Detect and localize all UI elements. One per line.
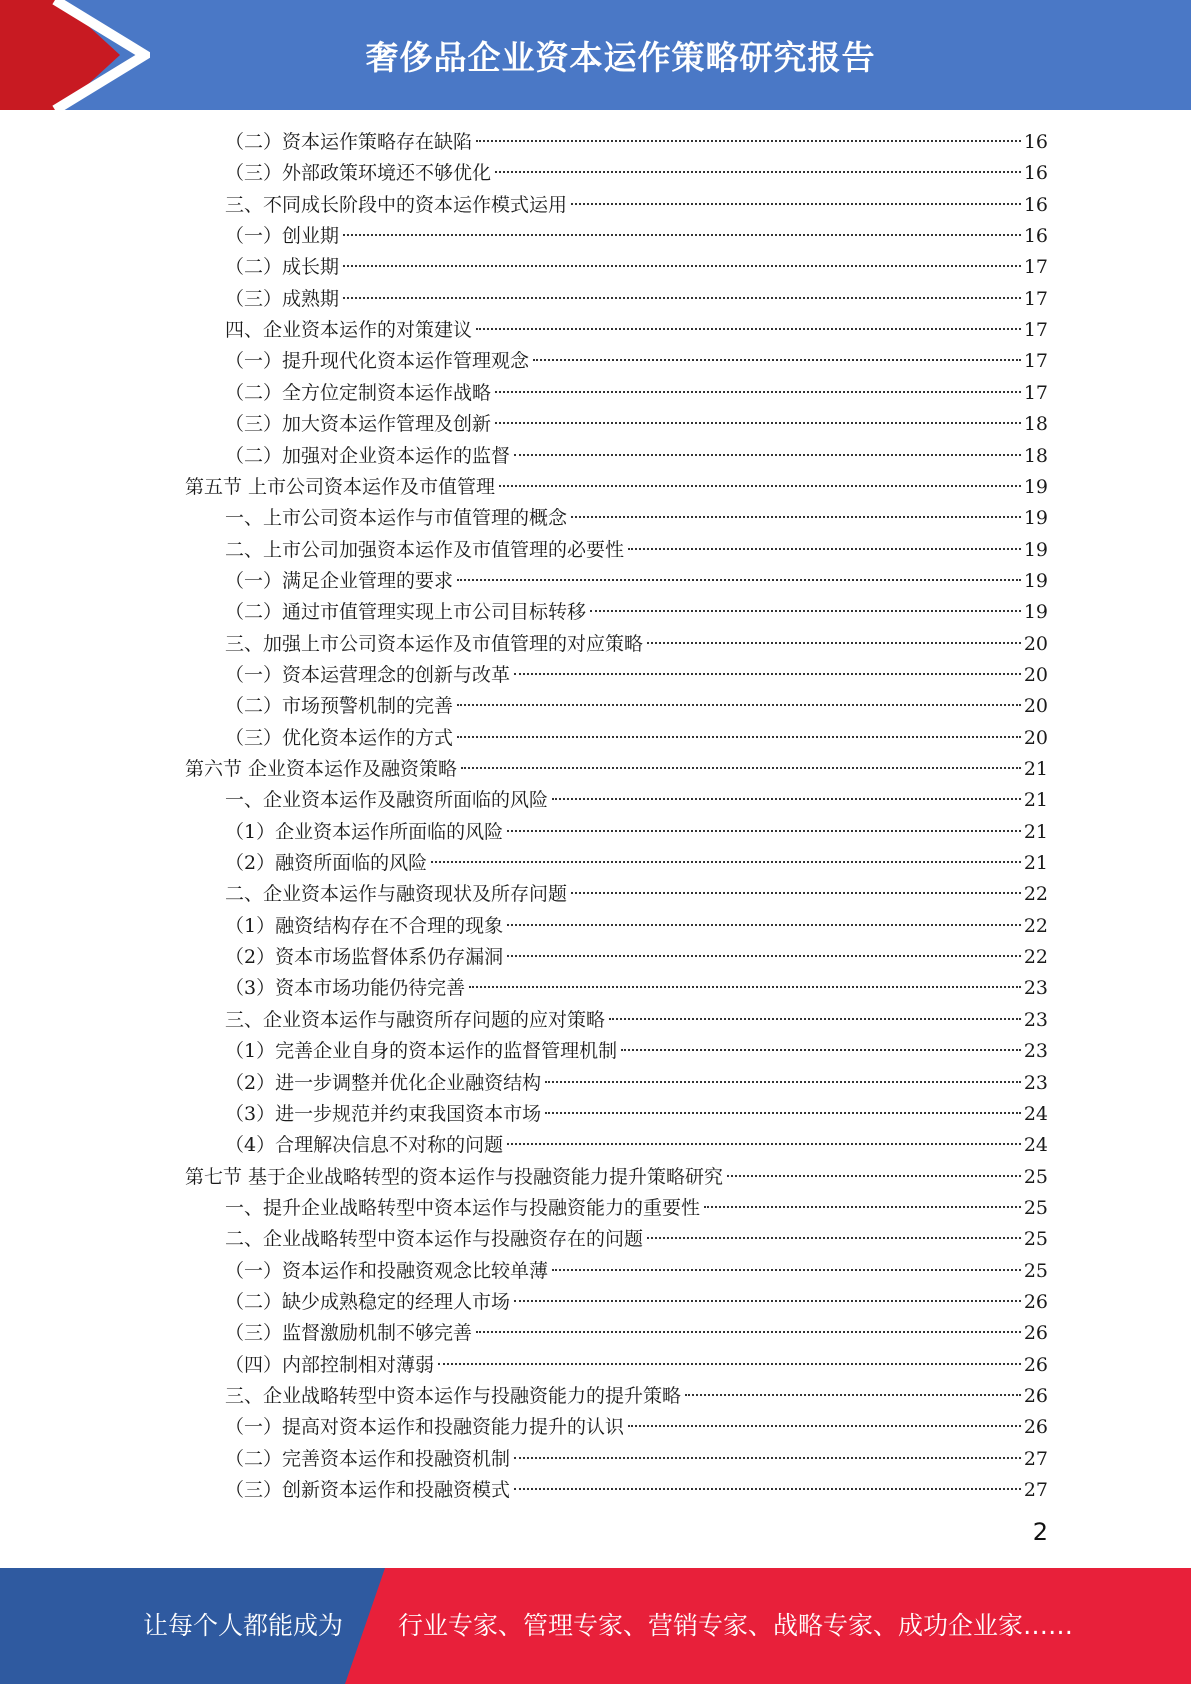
toc-entry[interactable] (225, 1475, 1048, 1506)
toc-entry-title: （二）全方位定制资本运作战略 (225, 381, 492, 404)
toc-dot-leader (457, 736, 1021, 738)
toc-entry-title: 三、不同成长阶段中的资本运作模式运用 (225, 193, 568, 216)
toc-entry-title: 四、企业资本运作的对策建议 (225, 319, 473, 342)
toc-dot-leader (533, 359, 1021, 361)
toc-entry-page: 18 (1023, 413, 1048, 436)
toc-entry-page: 25 (1023, 1196, 1048, 1219)
toc-entry-page: 21 (1023, 758, 1048, 780)
toc-dot-leader (545, 1081, 1021, 1083)
toc-entry-title: （2）进一步调整并优化企业融资结构 (225, 1071, 542, 1094)
toc-dot-leader (507, 955, 1021, 957)
toc-entry[interactable] (225, 1287, 1048, 1318)
toc-entry[interactable] (225, 785, 1048, 816)
toc-dot-leader (552, 798, 1021, 800)
toc-entry-title: 一、企业资本运作及融资所面临的风险 (225, 789, 549, 812)
toc-entry[interactable] (225, 441, 1048, 472)
toc-entry-page: 27 (1023, 1447, 1048, 1470)
toc-entry-title: （1）企业资本运作所面临的风险 (225, 820, 504, 843)
toc-dot-leader (514, 454, 1021, 456)
toc-dot-leader (685, 1394, 1021, 1396)
toc-entry-page: 19 (1023, 475, 1048, 498)
page-number: 2 (1032, 1518, 1048, 1546)
page-footer (0, 1568, 1191, 1684)
toc-entry-page: 26 (1023, 1290, 1048, 1313)
toc-entry-title: 三、加强上市公司资本运作及市值管理的对应策略 (225, 632, 644, 655)
toc-entry-title: （1）完善企业自身的资本运作的监督管理机制 (225, 1040, 618, 1063)
toc-entry-page: 18 (1023, 444, 1048, 467)
toc-entry[interactable] (185, 472, 1048, 503)
toc-entry[interactable] (225, 127, 1048, 158)
toc-entry-title: （3）资本市场功能仍待完善 (225, 977, 466, 1000)
toc-entry-page: 26 (1023, 1322, 1048, 1345)
toc-dot-leader (495, 171, 1021, 173)
toc-entry[interactable] (185, 1162, 1048, 1193)
toc-dot-leader (495, 391, 1021, 393)
toc-entry-title: （三）监督激励机制不够完善 (225, 1322, 473, 1345)
toc-entry[interactable] (225, 1193, 1048, 1224)
toc-entry-page: 20 (1023, 663, 1048, 686)
toc-entry[interactable] (225, 409, 1048, 440)
toc-entry[interactable] (225, 1005, 1048, 1036)
toc-entry[interactable] (225, 1350, 1048, 1381)
toc-entry[interactable] (225, 879, 1048, 910)
toc-entry-title: （一）资本运作和投融资观念比较单薄 (225, 1259, 549, 1282)
toc-entry-title: （二）市场预警机制的完善 (225, 695, 454, 718)
toc-entry-title: 第五节 上市公司资本运作及市值管理 (185, 475, 496, 498)
toc-entry-page: 20 (1023, 632, 1048, 655)
toc-entry-title: 第六节 企业资本运作及融资策略 (185, 758, 458, 780)
toc-entry-page: 16 (1023, 193, 1048, 216)
toc-entry-page: 20 (1023, 726, 1048, 749)
toc-entry-page: 23 (1023, 1008, 1048, 1031)
toc-dot-leader (514, 1488, 1021, 1490)
toc-entry-page: 22 (1023, 883, 1048, 906)
toc-entry[interactable] (225, 1099, 1048, 1130)
page-header (0, 0, 1191, 110)
toc-entry-title: （二）通过市值管理实现上市公司目标转移 (225, 601, 587, 624)
toc-entry[interactable] (225, 252, 1048, 283)
toc-entry[interactable] (225, 723, 1048, 754)
toc-entry-page: 19 (1023, 569, 1048, 592)
toc-entry-title: 一、提升企业战略转型中资本运作与投融资能力的重要性 (225, 1196, 701, 1219)
toc-entry-title: （1）融资结构存在不合理的现象 (225, 914, 504, 937)
toc-entry[interactable] (225, 1068, 1048, 1099)
toc-entry-page: 25 (1023, 1259, 1048, 1282)
toc-entry[interactable] (225, 1130, 1048, 1161)
toc-dot-leader (343, 297, 1021, 299)
toc-entry-title: （一）满足企业管理的要求 (225, 569, 454, 592)
toc-entry-page: 24 (1023, 1102, 1048, 1125)
toc-entry-page: 25 (1023, 1165, 1048, 1188)
toc-entry[interactable] (225, 346, 1048, 377)
toc-entry[interactable] (225, 284, 1048, 315)
toc-entry[interactable] (225, 315, 1048, 346)
toc-dot-leader (590, 610, 1021, 612)
toc-entry-page: 17 (1023, 381, 1048, 404)
toc-dot-leader (431, 861, 1021, 863)
toc-dot-leader (628, 548, 1021, 550)
toc-dot-leader (514, 673, 1021, 675)
footer-slogan-right: 行业专家、管理专家、营销专家、战略专家、成功企业家…… (398, 1611, 1074, 1640)
toc-entry-page: 23 (1023, 977, 1048, 1000)
toc-dot-leader (461, 767, 1021, 769)
toc-entry[interactable] (225, 535, 1048, 566)
toc-dot-leader (495, 422, 1021, 424)
toc-entry-title: （二）加强对企业资本运作的监督 (225, 444, 511, 467)
toc-dot-leader (499, 485, 1021, 487)
toc-entry[interactable] (225, 1412, 1048, 1443)
toc-entry-title: （一）资本运营理念的创新与改革 (225, 663, 511, 686)
toc-dot-leader (727, 1175, 1021, 1177)
toc-entry-page: 26 (1023, 1385, 1048, 1407)
toc-entry[interactable] (225, 190, 1048, 221)
toc-dot-leader (514, 1457, 1021, 1459)
toc-entry-title: （三）创新资本运作和投融资模式 (225, 1479, 511, 1502)
toc-entry[interactable] (225, 597, 1048, 628)
toc-entry-page: 26 (1023, 1353, 1048, 1376)
toc-entry-title: （二）资本运作策略存在缺陷 (225, 131, 473, 153)
toc-entry-title: 二、上市公司加强资本运作及市值管理的必要性 (225, 538, 625, 561)
toc-entry-title: （三）加大资本运作管理及创新 (225, 413, 492, 436)
toc-entry[interactable] (225, 848, 1048, 879)
toc-entry-page: 24 (1023, 1134, 1048, 1157)
toc-entry-title: （2）融资所面临的风险 (225, 852, 428, 875)
toc-entry-page: 25 (1023, 1228, 1048, 1251)
toc-entry-page: 16 (1023, 225, 1048, 248)
toc-dot-leader (507, 830, 1021, 832)
toc-entry-title: （二）缺少成熟稳定的经理人市场 (225, 1290, 511, 1313)
toc-entry-page: 16 (1023, 162, 1048, 185)
toc-entry[interactable] (225, 911, 1048, 942)
toc-entry-title: （一）提升现代化资本运作管理观念 (225, 350, 530, 373)
toc-entry[interactable] (225, 1036, 1048, 1067)
toc-dot-leader (476, 140, 1021, 142)
toc-dot-leader (609, 1018, 1021, 1020)
toc-entry[interactable] (225, 1318, 1048, 1349)
toc-entry[interactable] (225, 1256, 1048, 1287)
toc-entry-title: 三、企业战略转型中资本运作与投融资能力的提升策略 (225, 1385, 682, 1407)
toc-entry-title: 三、企业资本运作与融资所存问题的应对策略 (225, 1008, 606, 1031)
toc-entry-title: （一）提高对资本运作和投融资能力提升的认识 (225, 1416, 625, 1439)
toc-entry-title: （二）成长期 (225, 256, 340, 279)
toc-entry-title: （一）创业期 (225, 225, 340, 248)
toc-dot-leader (507, 1143, 1021, 1145)
toc-entry[interactable] (225, 691, 1048, 722)
toc-dot-leader (343, 265, 1021, 267)
toc-dot-leader (514, 1300, 1021, 1302)
toc-entry-page: 22 (1023, 914, 1048, 937)
toc-entry-title: （三）成熟期 (225, 287, 340, 310)
toc-entry-title: （3）进一步规范并约束我国资本市场 (225, 1102, 542, 1125)
toc-entry-page: 23 (1023, 1071, 1048, 1094)
toc-entry[interactable] (225, 503, 1048, 534)
toc-entry-page: 22 (1023, 946, 1048, 969)
toc-entry-page: 17 (1023, 319, 1048, 342)
header-red-arrow-decoration (0, 0, 150, 110)
toc-dot-leader (457, 704, 1021, 706)
toc-entry-page: 19 (1023, 538, 1048, 561)
toc-entry[interactable] (225, 942, 1048, 973)
toc-dot-leader (507, 924, 1021, 926)
toc-dot-leader (647, 642, 1021, 644)
toc-entry[interactable] (225, 221, 1048, 252)
toc-entry-page: 26 (1023, 1416, 1048, 1439)
toc-entry-page: 23 (1023, 1040, 1048, 1063)
toc-entry-title: （二）完善资本运作和投融资机制 (225, 1447, 511, 1470)
toc-entry[interactable] (185, 754, 1048, 785)
toc-dot-leader (469, 986, 1021, 988)
toc-entry[interactable] (225, 378, 1048, 409)
toc-dot-leader (476, 328, 1021, 330)
toc-dot-leader (628, 1425, 1021, 1427)
toc-entry[interactable] (225, 1444, 1048, 1475)
toc-entry-title: （三）外部政策环境还不够优化 (225, 162, 492, 185)
toc-entry-page: 16 (1023, 131, 1048, 153)
toc-entry[interactable] (225, 1224, 1048, 1255)
toc-dot-leader (571, 203, 1021, 205)
toc-entry-title: 二、企业战略转型中资本运作与投融资存在的问题 (225, 1228, 644, 1251)
toc-entry[interactable] (225, 973, 1048, 1004)
toc-entry[interactable] (225, 158, 1048, 189)
toc-entry-page: 21 (1023, 852, 1048, 875)
toc-entry[interactable] (225, 660, 1048, 691)
toc-entry-page: 17 (1023, 350, 1048, 373)
toc-dot-leader (476, 1331, 1021, 1333)
toc-entry-title: （三）优化资本运作的方式 (225, 726, 454, 749)
toc-entry-page: 19 (1023, 507, 1048, 530)
toc-dot-leader (571, 516, 1021, 518)
toc-entry-title: （四）内部控制相对薄弱 (225, 1353, 435, 1376)
toc-entry-page: 19 (1023, 601, 1048, 624)
toc-entry-page: 17 (1023, 256, 1048, 279)
toc-entry-title: 二、企业资本运作与融资现状及所存问题 (225, 883, 568, 906)
toc-entry[interactable] (225, 629, 1048, 660)
toc-dot-leader (545, 1112, 1021, 1114)
footer-slogan-left: 让每个人都能成为 (143, 1611, 344, 1640)
toc-entry-title: （2）资本市场监督体系仍存漏洞 (225, 946, 504, 969)
toc-dot-leader (571, 892, 1021, 894)
toc-dot-leader (552, 1269, 1021, 1271)
toc-entry-page: 27 (1023, 1479, 1048, 1502)
toc-entry-title: 第七节 基于企业战略转型的资本运作与投融资能力提升策略研究 (185, 1165, 724, 1188)
toc-dot-leader (457, 579, 1021, 581)
toc-entry-title: 一、上市公司资本运作与市值管理的概念 (225, 507, 568, 530)
toc-dot-leader (343, 234, 1021, 236)
toc-entry-page: 20 (1023, 695, 1048, 718)
toc-dot-leader (438, 1363, 1021, 1365)
toc-entry-page: 21 (1023, 789, 1048, 812)
toc-dot-leader (704, 1206, 1021, 1208)
toc-entry[interactable] (225, 817, 1048, 848)
toc-entry-page: 17 (1023, 287, 1048, 310)
report-title: 奢侈品企业资本运作策略研究报告 (365, 37, 876, 77)
toc-entry-title: （4）合理解决信息不对称的问题 (225, 1134, 504, 1157)
toc-dot-leader (647, 1237, 1021, 1239)
toc-entry[interactable] (225, 1381, 1048, 1412)
toc-entry[interactable] (225, 566, 1048, 597)
toc-entry-page: 21 (1023, 820, 1048, 843)
toc-dot-leader (621, 1049, 1021, 1051)
